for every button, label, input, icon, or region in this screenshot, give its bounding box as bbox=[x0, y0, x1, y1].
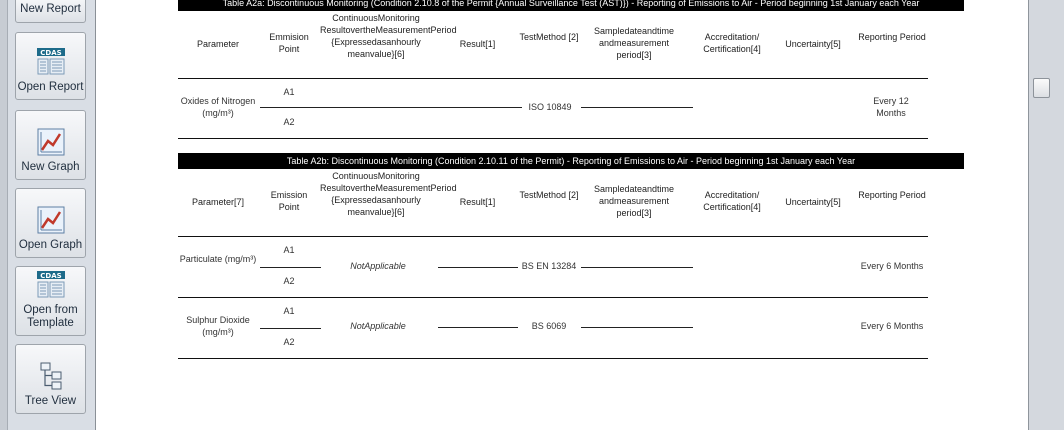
a2b-header-result: Result[1] bbox=[459, 197, 496, 207]
a2b-row1-test-method: BS EN 13284 bbox=[521, 261, 577, 271]
toolbar-edge bbox=[0, 0, 8, 430]
open-graph-button[interactable] bbox=[15, 188, 86, 258]
cdas-report-icon bbox=[35, 46, 67, 78]
a2b-row1-point-divider bbox=[260, 267, 321, 268]
a2a-header-uncertainty: Uncertainty[5] bbox=[785, 39, 841, 49]
table-a2a-title: Table A2a: Discontinuous Monitoring (Condition 2.10.8 of the Permit {Annual Surveillance Test (AST)}) - Reporting of Emissions to Air - Period beginning 1st January each Year bbox=[178, 0, 964, 11]
a2b-row2-point-divider bbox=[260, 328, 321, 329]
a2b-row1-result-divider bbox=[438, 267, 518, 268]
open-template-button[interactable] bbox=[15, 266, 86, 336]
a2a-header-test-method: TestMethod [2] bbox=[519, 32, 579, 42]
a2a-row-point-a: A1 bbox=[283, 87, 295, 97]
a2b-row2-result-divider bbox=[438, 327, 518, 328]
new-graph-button[interactable] bbox=[15, 110, 86, 180]
a2b-row2-parameter: Sulphur Dioxide (mg/m³) bbox=[186, 315, 250, 337]
line-graph-icon bbox=[35, 126, 67, 158]
svg-text:CDAS: CDAS bbox=[39, 272, 62, 280]
a2a-header-result: Result[1] bbox=[459, 39, 496, 49]
a2b-row1-rule bbox=[178, 297, 928, 298]
a2b-bottom-rule bbox=[178, 358, 928, 359]
a2b-header-parameter: Parameter[7] bbox=[191, 197, 245, 207]
a2b-header-test-method: TestMethod [2] bbox=[519, 190, 579, 200]
a2a-row-point-b: A2 bbox=[283, 117, 295, 127]
a2a-header-sample-date: Sampledateandtime andmeasurement period[3] bbox=[593, 26, 675, 60]
tree-view-label: Tree View bbox=[24, 395, 77, 407]
a2b-row2-point-b: A2 bbox=[283, 337, 295, 347]
a2a-header-reporting-period: Reporting Period bbox=[858, 32, 926, 42]
a2a-header-parameter: Parameter bbox=[196, 39, 240, 49]
a2b-header-continuous: ContinuousMonitoring ResultovertheMeasurementPeriod {Expressedasanhourly meanvalue}[6] bbox=[320, 171, 457, 217]
new-report-label: New Report bbox=[20, 3, 81, 15]
a2b-row1-sample-divider bbox=[581, 267, 693, 268]
a2b-row2-continuous: NotApplicable bbox=[350, 321, 406, 331]
a2b-header-sample-date: Sampledateandtime andmeasurement period[3] bbox=[593, 184, 675, 218]
a2b-row2-point-a: A1 bbox=[283, 306, 295, 316]
a2a-header-rule bbox=[178, 78, 928, 79]
open-report-label: Open Report bbox=[17, 81, 84, 93]
a2b-header-rule bbox=[178, 236, 928, 237]
a2b-header-uncertainty: Uncertainty[5] bbox=[785, 197, 841, 207]
scrollbar-thumb[interactable] bbox=[1033, 78, 1050, 98]
new-graph-label: New Graph bbox=[21, 161, 80, 173]
table-a2b-title: Table A2b: Discontinuous Monitoring (Condition 2.10.11 of the Permit) - Reporting of Emissions to Air - Period beginning 1st January each Year bbox=[178, 153, 964, 169]
open-graph-icon bbox=[35, 204, 67, 236]
a2a-bottom-rule bbox=[178, 138, 928, 139]
a2b-header-emission-point: Emission Point bbox=[270, 190, 308, 212]
report-canvas bbox=[97, 0, 1028, 430]
svg-text:CDAS: CDAS bbox=[39, 49, 62, 57]
tree-view-button[interactable] bbox=[15, 344, 86, 414]
open-report-button[interactable] bbox=[15, 32, 86, 100]
tree-view-icon bbox=[35, 360, 67, 392]
a2b-row1-point-b: A2 bbox=[283, 276, 295, 286]
a2b-row2-sample-divider bbox=[581, 327, 693, 328]
a2b-row1-reporting-period: Every 6 Months bbox=[860, 261, 924, 271]
open-template-label: Open from Template bbox=[23, 304, 78, 329]
a2a-row-reporting-period: Every 12 Months bbox=[873, 96, 909, 118]
a2b-row1-parameter: Particulate (mg/m³) bbox=[179, 254, 257, 264]
a2b-row2-reporting-period: Every 6 Months bbox=[860, 321, 924, 331]
a2b-header-reporting-period: Reporting Period bbox=[858, 190, 926, 200]
a2a-header-continuous: ContinuousMonitoring ResultovertheMeasurementPeriod {Expressedasanhourly meanvalue}[6] bbox=[320, 13, 457, 59]
a2a-row-parameter: Oxides of Nitrogen (mg/m³) bbox=[180, 96, 256, 118]
new-report-button[interactable] bbox=[15, 0, 86, 23]
vertical-scrollbar-track[interactable] bbox=[1028, 0, 1064, 430]
a2a-header-emission-point: Emmision Point bbox=[269, 32, 309, 54]
a2b-header-accreditation: Accreditation/ Certification[4] bbox=[703, 190, 761, 212]
a2b-row2-test-method: BS 6069 bbox=[531, 321, 567, 331]
a2b-row1-continuous: NotApplicable bbox=[350, 261, 406, 271]
a2a-header-accreditation: Accreditation/ Certification[4] bbox=[703, 32, 761, 54]
a2b-row1-point-a: A1 bbox=[283, 245, 295, 255]
cdas-template-icon bbox=[35, 269, 67, 301]
left-toolbar bbox=[0, 0, 96, 430]
a2a-point-divider bbox=[260, 107, 522, 108]
a2a-sample-divider bbox=[581, 107, 693, 108]
open-graph-label: Open Graph bbox=[18, 239, 83, 251]
a2a-row-test-method: ISO 10849 bbox=[528, 102, 572, 112]
